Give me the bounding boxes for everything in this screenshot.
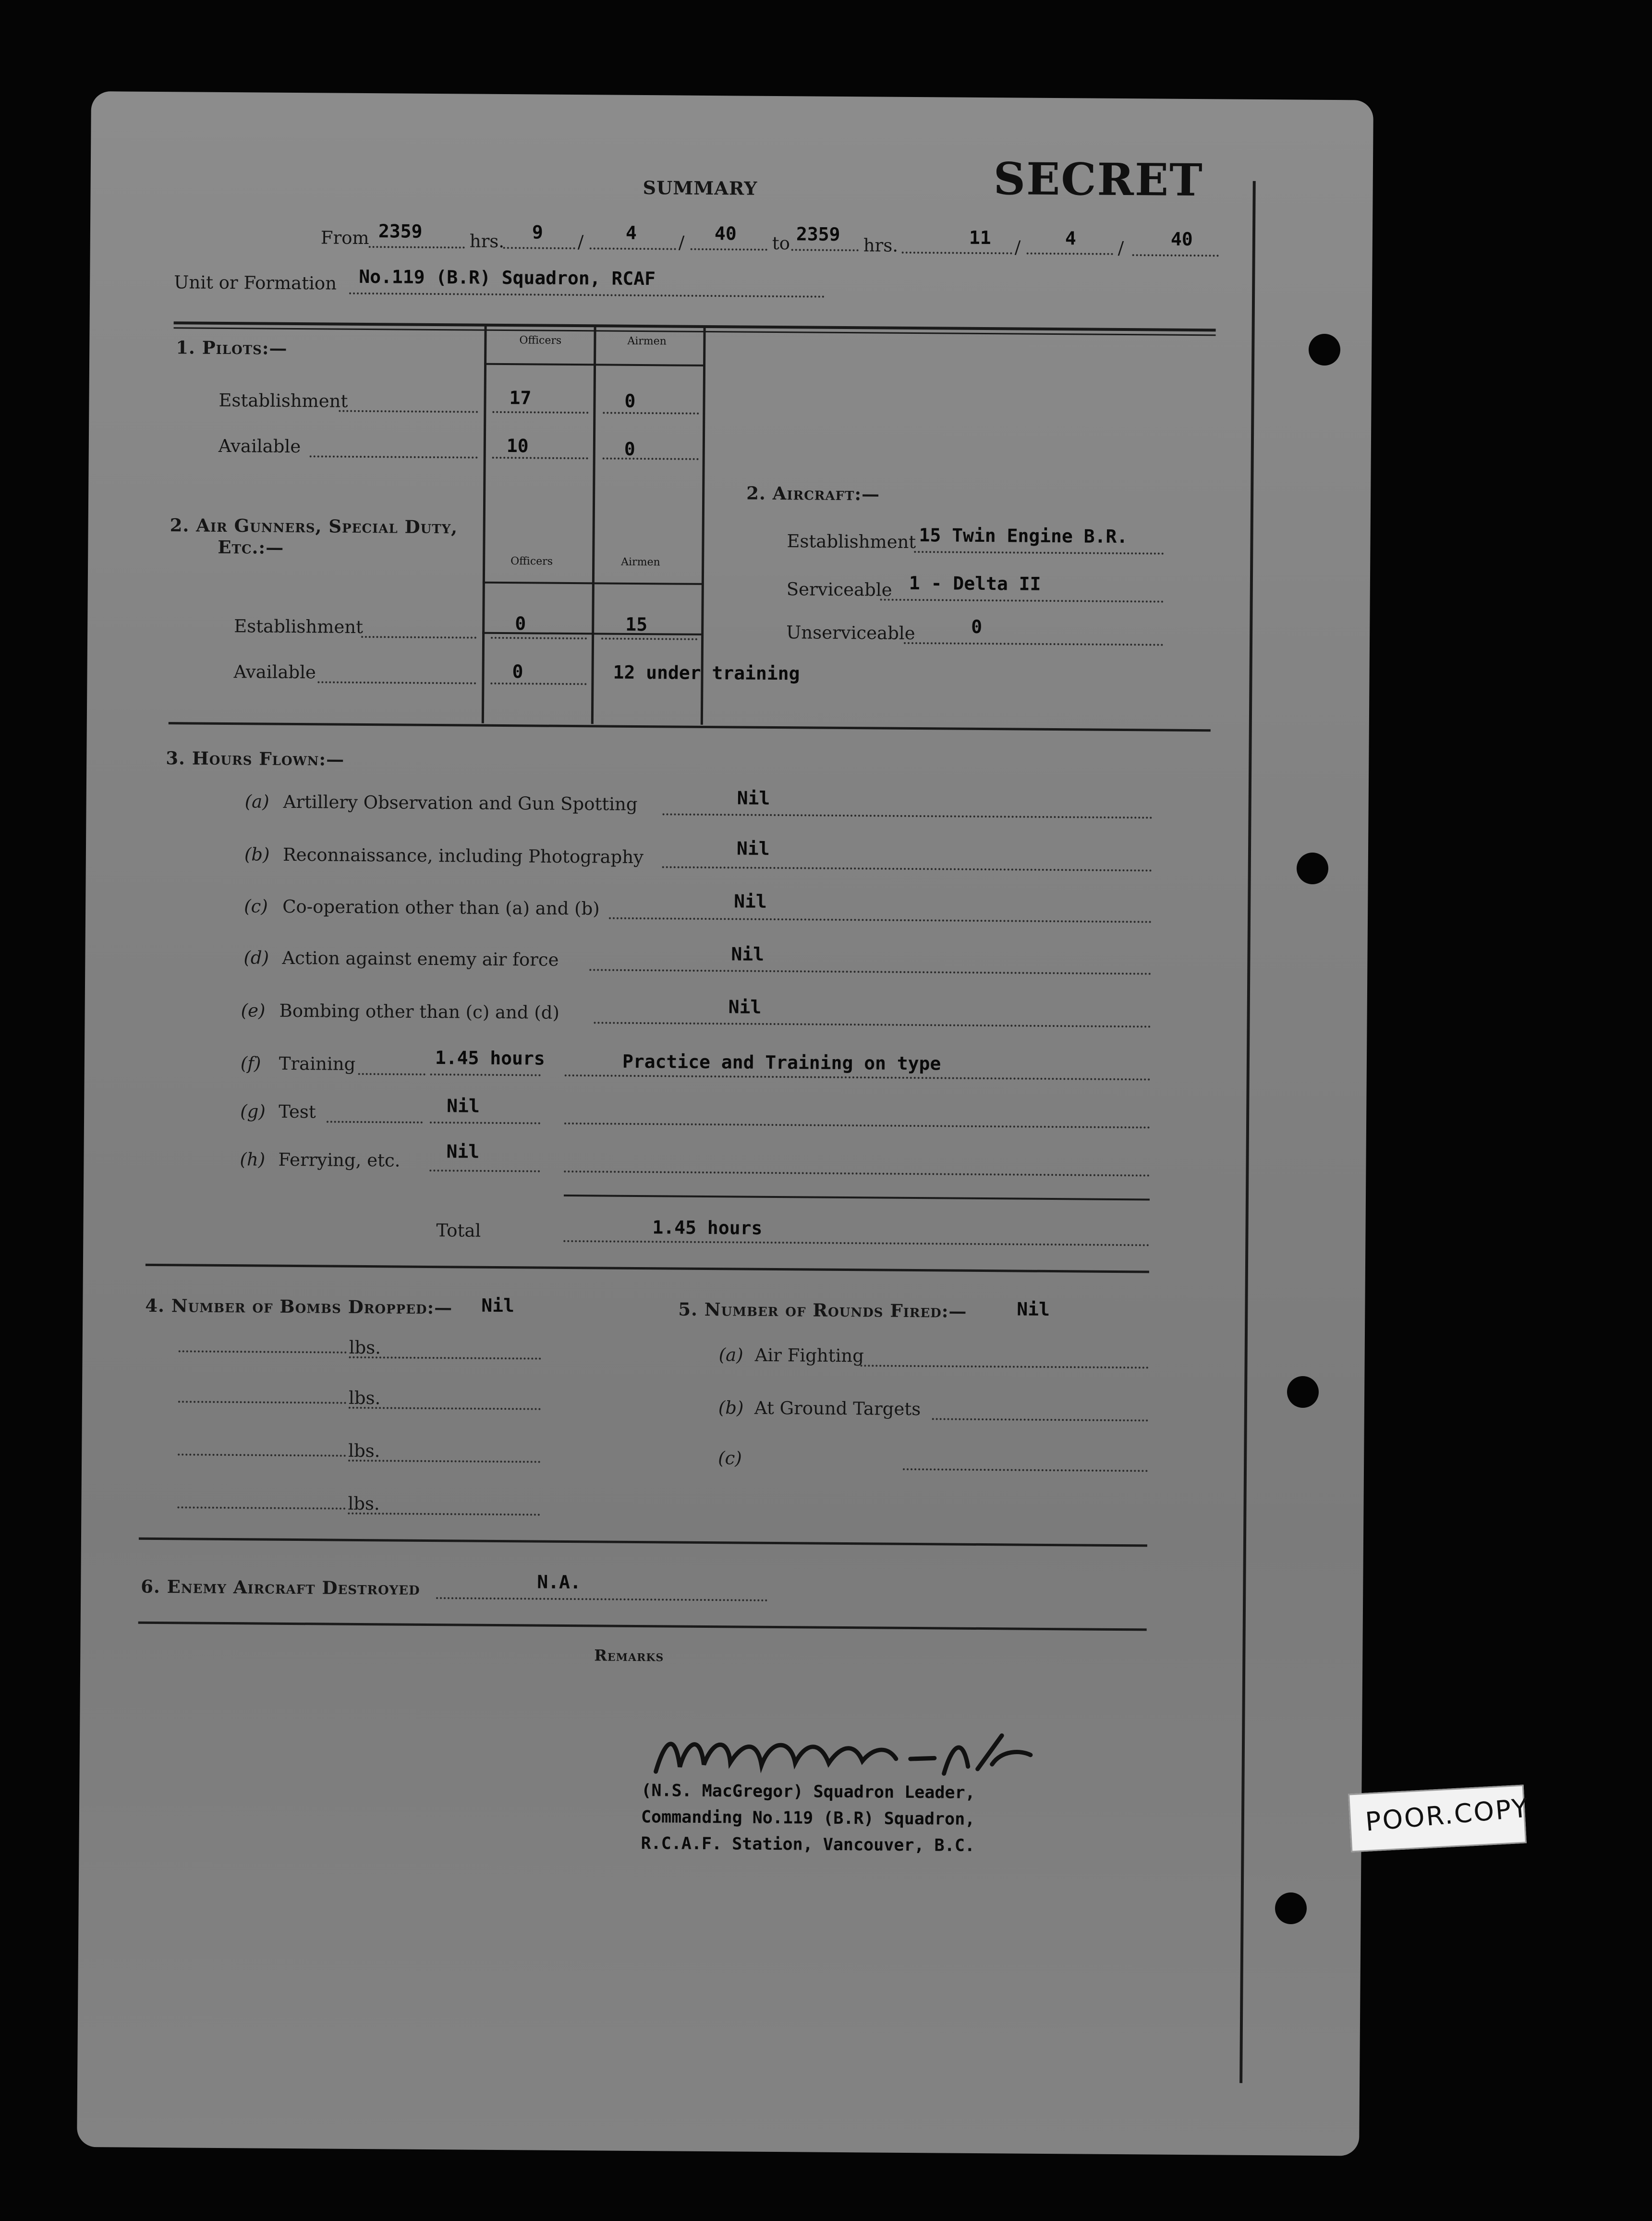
hours-b-letter: (b) <box>244 844 270 865</box>
rounds-b-label: At Ground Targets <box>754 1397 921 1420</box>
rounds-heading: 5. Number of Rounds Fired:— <box>678 1298 967 1322</box>
rounds-a-label: Air Fighting <box>754 1344 864 1367</box>
pilots-avail-officers: 10 <box>506 435 529 457</box>
hrs-label-1: hrs. <box>469 231 505 252</box>
hours-b-label: Reconnaissance, including Photography <box>282 844 644 868</box>
aircraft-unsvc-label: Unserviceable <box>786 622 915 644</box>
gunners-avail-airmen: 12 under training <box>613 661 800 684</box>
hours-f-note: Practice and Training on type <box>622 1050 941 1074</box>
pilots-col-airmen: Airmen <box>627 335 667 348</box>
signature-line-3: R.C.A.F. Station, Vancouver, B.C. <box>641 1834 975 1855</box>
secret-stamp: SECRET <box>993 153 1203 207</box>
hours-h-label: Ferrying, etc. <box>278 1149 401 1171</box>
from-day: 9 <box>532 221 544 243</box>
aircraft-svc-label: Serviceable <box>786 579 892 600</box>
aircraft-est-value: 15 Twin Engine B.R. <box>919 525 1128 548</box>
gunners-col-officers: Officers <box>510 555 553 568</box>
slash-3: / <box>1014 237 1021 258</box>
pilots-avail-label: Available <box>218 435 301 457</box>
pilots-avail-airmen: 0 <box>624 438 635 460</box>
hours-e-label: Bombing other than (c) and (d) <box>279 1000 560 1023</box>
pilots-col-officers: Officers <box>519 334 562 347</box>
summary-title: SUMMARY <box>643 177 758 199</box>
hours-g-label: Test <box>279 1101 316 1123</box>
aircraft-est-label: Establishment <box>787 531 916 553</box>
pilots-heading: 1. Pilots:— <box>176 337 288 359</box>
hrs-label-2: hrs. <box>863 235 899 256</box>
slash-4: / <box>1118 237 1124 259</box>
hours-d-value: Nil <box>731 943 765 965</box>
to-month: 4 <box>1065 228 1076 249</box>
bombs-unit-4: lbs. <box>348 1493 380 1514</box>
rounds-b-letter: (b) <box>718 1397 744 1418</box>
gunners-heading: 2. Air Gunners, Special Duty, <box>170 514 458 538</box>
hours-g-letter: (g) <box>240 1101 266 1122</box>
pilots-est-label: Establishment <box>219 390 348 412</box>
unit-label: Unit or Formation <box>174 272 337 294</box>
pilots-est-airmen: 0 <box>624 390 636 412</box>
binder-hole-4 <box>1275 1892 1307 1924</box>
aircraft-heading: 2. Aircraft:— <box>746 482 880 505</box>
rounds-a-letter: (a) <box>718 1344 743 1366</box>
pilots-est-officers: 17 <box>509 387 532 409</box>
hours-a-value: Nil <box>737 787 770 809</box>
from-hrs: 2359 <box>378 220 423 242</box>
hours-h-letter: (h) <box>240 1149 266 1170</box>
binder-hole-3 <box>1287 1376 1319 1408</box>
hours-d-letter: (d) <box>243 947 269 968</box>
enemy-value: N.A. <box>537 1571 582 1593</box>
from-month: 4 <box>625 222 637 244</box>
hours-total-label: Total <box>436 1220 481 1241</box>
hours-h-value: Nil <box>446 1141 480 1162</box>
hours-c-label: Co-operation other than (a) and (b) <box>282 896 600 919</box>
to-hrs: 2359 <box>796 223 840 245</box>
slash-1: / <box>577 232 584 253</box>
bombs-unit-3: lbs. <box>348 1440 380 1462</box>
bombs-heading: 4. Number of Bombs Dropped:— <box>145 1294 453 1318</box>
gunners-est-airmen: 15 <box>625 613 648 635</box>
binder-hole-2 <box>1297 853 1328 884</box>
hours-g-value: Nil <box>447 1095 480 1117</box>
poor-copy-text: POOR.COPY <box>1364 1793 1531 1837</box>
hours-f-value: 1.45 hours <box>435 1047 545 1069</box>
gunners-avail-label: Available <box>233 661 316 683</box>
aircraft-svc-value: 1 - Delta II <box>909 572 1041 595</box>
gunners-avail-officers: 0 <box>512 661 523 683</box>
bombs-unit-2: lbs. <box>348 1387 381 1409</box>
hours-a-label: Artillery Observation and Gun Spotting <box>283 791 638 815</box>
gunners-est-officers: 0 <box>515 613 526 635</box>
hours-c-letter: (c) <box>244 896 268 917</box>
hours-e-letter: (e) <box>241 1000 266 1021</box>
gunners-col-airmen: Airmen <box>621 556 660 569</box>
signature-line-2: Commanding No.119 (B.R) Squadron, <box>641 1807 975 1829</box>
signature-line-1: (N.S. MacGregor) Squadron Leader, <box>641 1781 975 1803</box>
hours-c-value: Nil <box>734 891 767 912</box>
rounds-c-letter: (c) <box>718 1448 742 1469</box>
document-sheet <box>77 91 1373 2156</box>
hours-total-value: 1.45 hours <box>652 1217 763 1239</box>
hours-f-label: Training <box>279 1053 356 1074</box>
rounds-value: Nil <box>1017 1298 1050 1320</box>
hours-f-letter: (f) <box>240 1053 261 1074</box>
binder-hole-1 <box>1309 334 1340 366</box>
aircraft-unsvc-value: 0 <box>971 616 983 637</box>
hours-e-value: Nil <box>728 996 762 1018</box>
hours-d-label: Action against enemy air force <box>282 947 559 970</box>
from-year: 40 <box>714 223 737 244</box>
hours-b-value: Nil <box>736 838 770 859</box>
remarks-heading: Remarks <box>594 1646 664 1665</box>
gunners-heading-2: Etc.:— <box>218 536 284 558</box>
bombs-unit-1: lbs. <box>349 1337 381 1358</box>
bombs-value: Nil <box>481 1294 515 1317</box>
enemy-heading: 6. Enemy Aircraft Destroyed <box>141 1575 420 1599</box>
hours-heading: 3. Hours Flown:— <box>166 747 345 770</box>
to-label: to <box>772 232 790 254</box>
unit-value: No.119 (B.R) Squadron, RCAF <box>359 266 656 290</box>
poor-copy-label <box>1348 1785 1531 1853</box>
to-year: 40 <box>1170 228 1193 250</box>
from-label: From <box>320 227 369 249</box>
slash-2: / <box>678 232 685 253</box>
hours-a-letter: (a) <box>244 791 269 812</box>
to-day: 11 <box>969 227 991 249</box>
gunners-est-label: Establishment <box>234 616 364 637</box>
